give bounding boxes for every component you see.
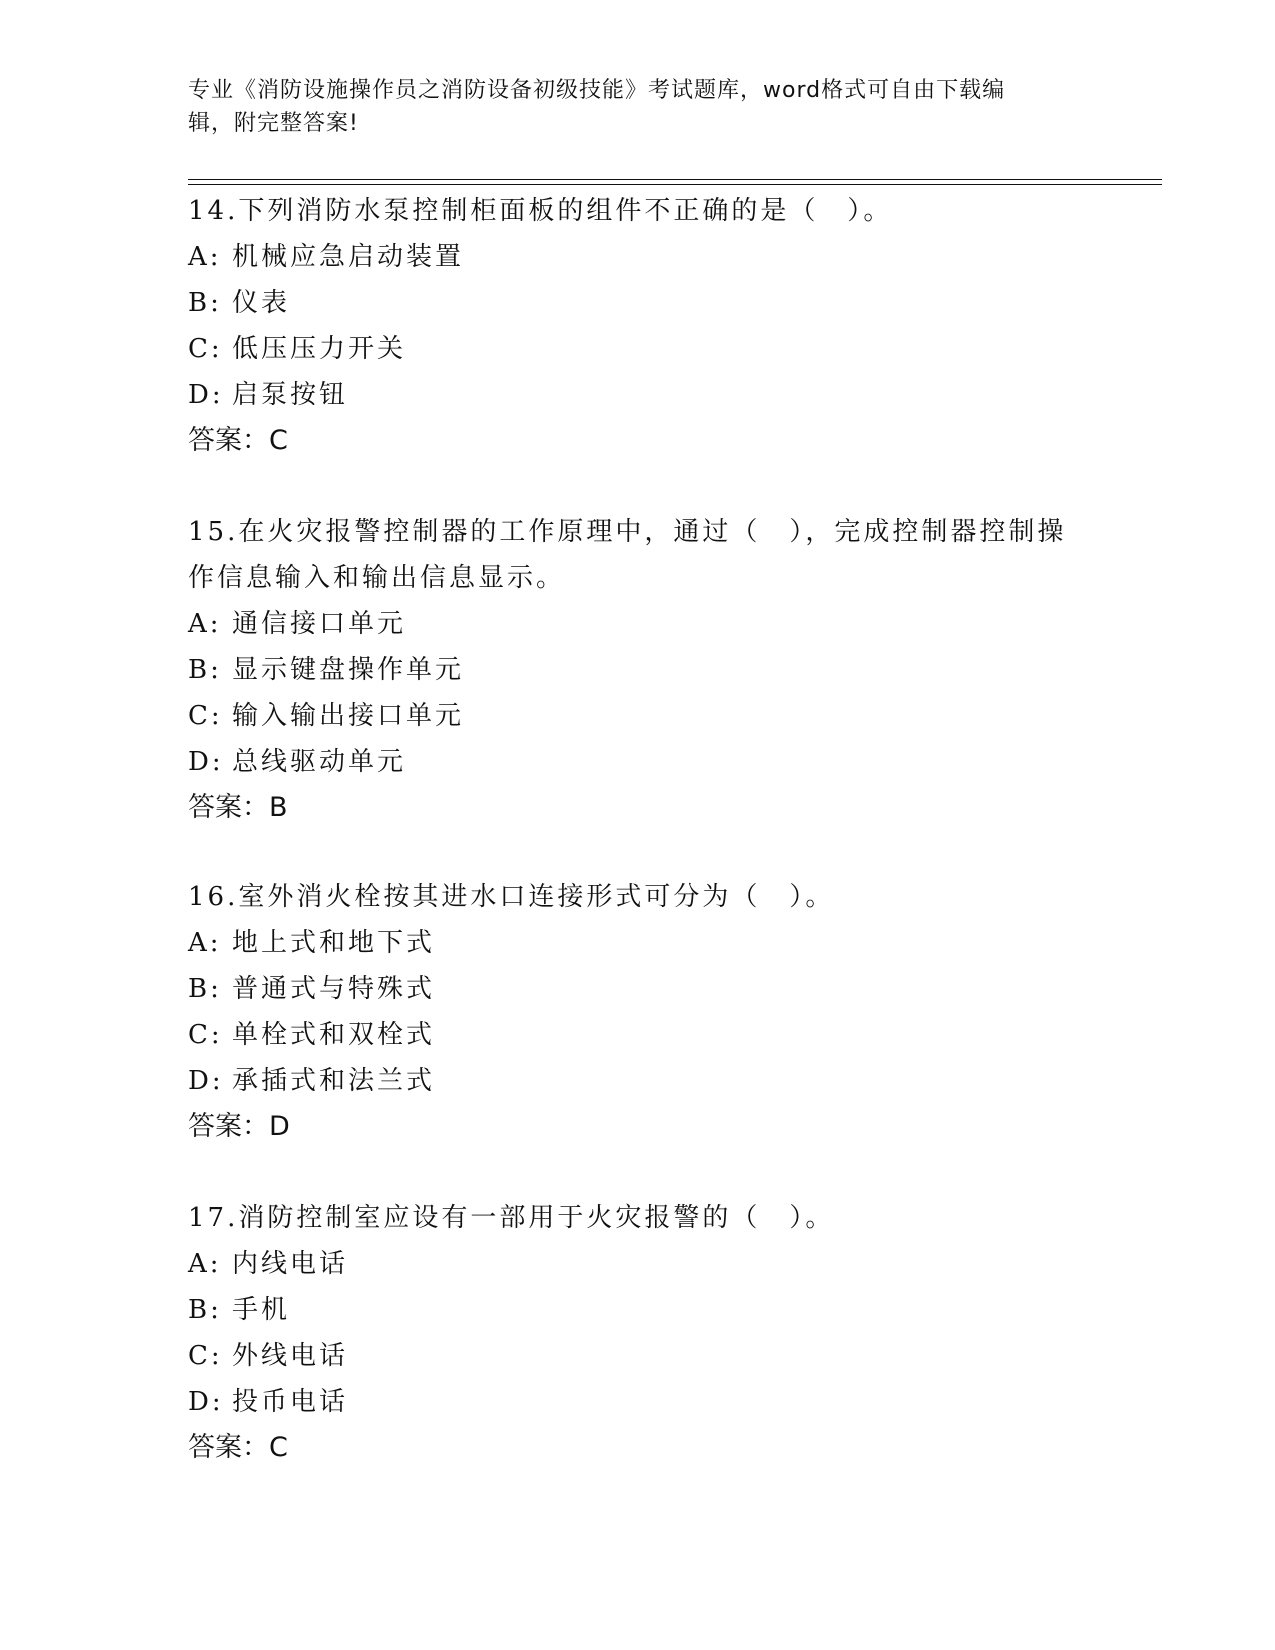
option-b bbox=[188, 966, 1088, 1012]
option-text: 单栓式和双栓式 bbox=[232, 1020, 436, 1050]
option-text: 投币电话 bbox=[232, 1387, 349, 1417]
question-15 bbox=[188, 509, 1088, 831]
option-letter: C: bbox=[188, 334, 223, 364]
option-text: 显示键盘操作单元 bbox=[232, 655, 465, 685]
answer-line: 答案：C bbox=[188, 425, 288, 456]
question-stem: 16.室外消火栓按其进水口连接形式可分为（ ）。 bbox=[188, 882, 835, 912]
option-letter: B: bbox=[188, 288, 222, 318]
answer-line: 答案：D bbox=[188, 1111, 290, 1142]
header-line-1: 专业《消防设施操作员之消防设备初级技能》考试题库，word格式可自由下载编 bbox=[188, 78, 1006, 103]
option-text: 地上式和地下式 bbox=[232, 928, 436, 958]
option-a bbox=[188, 1241, 1088, 1287]
option-letter: D: bbox=[188, 1387, 224, 1417]
option-text: 仪表 bbox=[232, 288, 291, 318]
question-16 bbox=[188, 874, 1088, 1150]
header-divider-top bbox=[188, 179, 1162, 180]
option-text: 输入输出接口单元 bbox=[232, 701, 465, 731]
option-letter: C: bbox=[188, 1341, 223, 1371]
question-14 bbox=[188, 188, 1088, 464]
option-a bbox=[188, 601, 1088, 647]
option-text: 机械应急启动装置 bbox=[232, 242, 465, 272]
option-c bbox=[188, 326, 1088, 372]
option-letter: A: bbox=[188, 1249, 222, 1279]
option-text: 低压压力开关 bbox=[232, 334, 407, 364]
option-text: 通信接口单元 bbox=[232, 609, 407, 639]
option-letter: A: bbox=[188, 242, 222, 272]
option-c bbox=[188, 1012, 1088, 1058]
option-c bbox=[188, 693, 1088, 739]
option-text: 总线驱动单元 bbox=[232, 747, 407, 777]
option-text: 承插式和法兰式 bbox=[232, 1066, 436, 1096]
option-d bbox=[188, 1379, 1088, 1425]
option-letter: D: bbox=[188, 380, 224, 410]
answer-line: 答案：C bbox=[188, 1432, 288, 1463]
option-text: 启泵按钮 bbox=[232, 380, 349, 410]
option-b bbox=[188, 647, 1088, 693]
option-b bbox=[188, 1287, 1088, 1333]
option-text: 手机 bbox=[232, 1295, 291, 1325]
document-header bbox=[188, 74, 1088, 140]
option-letter: D: bbox=[188, 1066, 224, 1096]
answer-line: 答案：B bbox=[188, 792, 288, 823]
option-letter: D: bbox=[188, 747, 224, 777]
option-b bbox=[188, 280, 1088, 326]
option-text: 外线电话 bbox=[232, 1341, 349, 1371]
header-divider-bottom bbox=[188, 184, 1162, 185]
option-a bbox=[188, 920, 1088, 966]
option-letter: A: bbox=[188, 609, 222, 639]
option-c bbox=[188, 1333, 1088, 1379]
option-letter: B: bbox=[188, 974, 222, 1004]
question-stem: 17.消防控制室应设有一部用于火灾报警的（ ）。 bbox=[188, 1203, 835, 1233]
option-text: 普通式与特殊式 bbox=[232, 974, 436, 1004]
option-a bbox=[188, 234, 1088, 280]
question-17 bbox=[188, 1195, 1088, 1471]
question-stem: 15.在火灾报警控制器的工作原理中，通过（ ），完成控制器控制操作信息输入和输出信息显示。 bbox=[188, 517, 1067, 593]
option-d bbox=[188, 739, 1088, 785]
option-letter: A: bbox=[188, 928, 222, 958]
option-letter: B: bbox=[188, 1295, 222, 1325]
option-letter: C: bbox=[188, 701, 223, 731]
header-line-2: 辑，附完整答案! bbox=[188, 111, 359, 136]
option-d bbox=[188, 1058, 1088, 1104]
question-stem: 14.下列消防水泵控制柜面板的组件不正确的是（ ）。 bbox=[188, 196, 893, 226]
option-letter: B: bbox=[188, 655, 222, 685]
option-d bbox=[188, 372, 1088, 418]
option-letter: C: bbox=[188, 1020, 223, 1050]
option-text: 内线电话 bbox=[232, 1249, 349, 1279]
